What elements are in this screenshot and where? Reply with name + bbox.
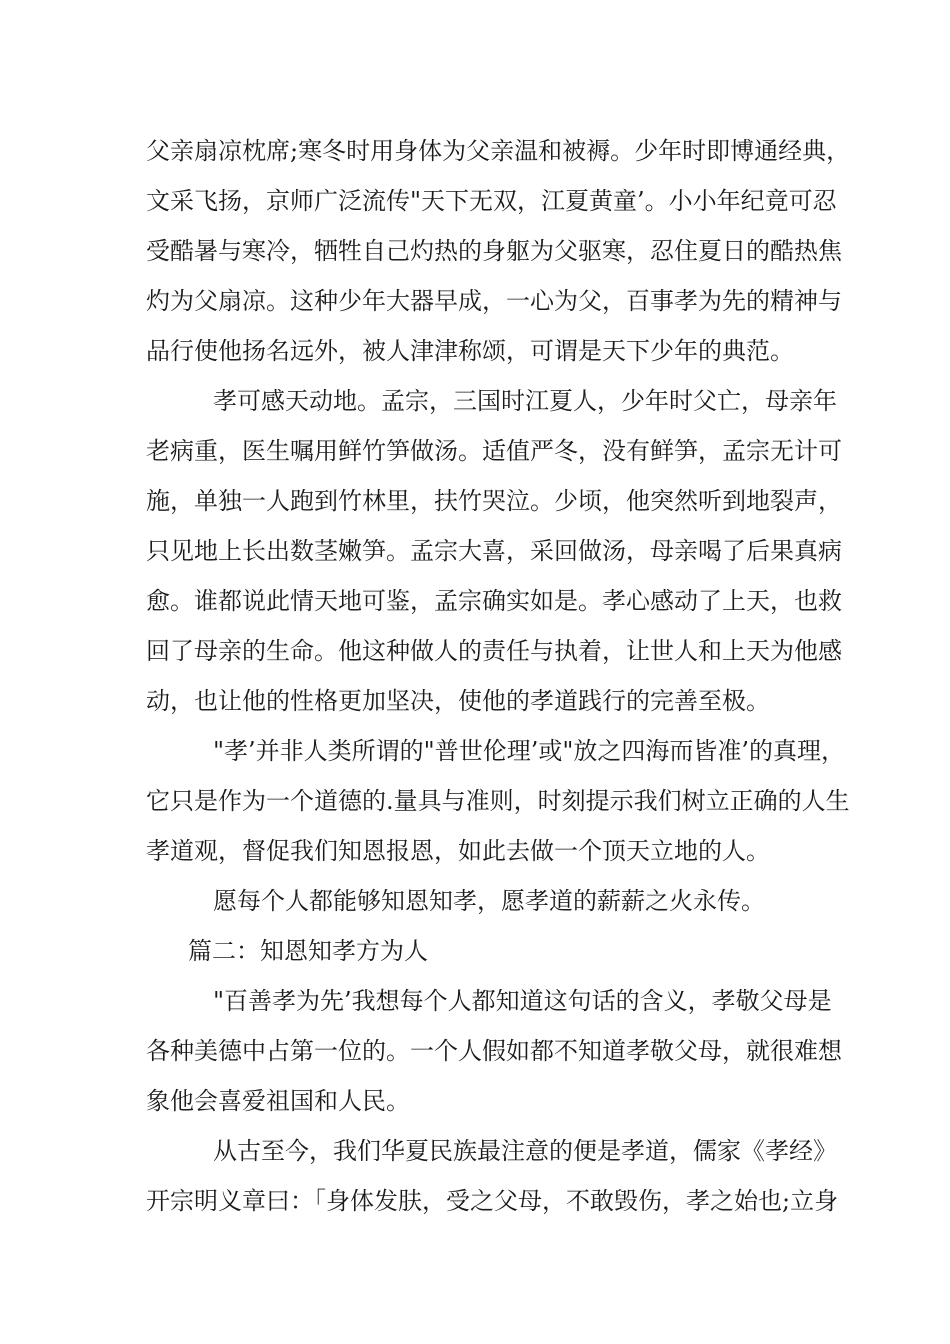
text-line: 象他会喜爱祖国和人民。	[146, 1087, 410, 1115]
text-line: 从古至今，我们华夏民族最注意的便是孝道，儒家《孝经》	[213, 1137, 837, 1165]
text-line: "百善孝为先’我想每个人都知道这句话的含义，孝敬父母是	[213, 987, 832, 1015]
text-line: 孝道观，督促我们知恩报恩，如此去做一个顶天立地的人。	[146, 837, 770, 865]
text-line: 灼为父扇凉。这种少年大器早成，一心为父，百事孝为先的精神与	[146, 287, 842, 315]
text-line: 开宗明义章曰：「身体发肤，受之父母，不敢毁伤，孝之始也;立身	[146, 1187, 839, 1215]
text-line: 它只是作为一个道德的.量具与准则，时刻提示我们树立正确的人生	[146, 787, 850, 815]
text-line: 文采飞扬，京师广泛流传"天下无双，江夏黄童’。小小年纪竟可忍	[146, 187, 837, 215]
text-line: 回了母亲的生命。他这种做人的责任与执着，让世人和上天为他感	[146, 637, 842, 665]
text-line: 老病重，医生嘱用鲜竹笋做汤。适值严冬，没有鲜笋，孟宗无计可	[146, 437, 842, 465]
text-line: 孝可感天动地。孟宗，三国时江夏人，少年时父亡，母亲年	[213, 387, 837, 415]
section-heading: 篇二：知恩知孝方为人	[188, 937, 428, 965]
text-line: 受酷暑与寒冷，牺牲自己灼热的身躯为父驱寒，忍住夏日的酷热焦	[146, 237, 842, 265]
text-line: 动，也让他的性格更加坚决，使他的孝道践行的完善至极。	[146, 687, 770, 715]
text-line: 品行使他扬名远外，被人津津称颂，可谓是天下少年的典范。	[146, 337, 794, 365]
text-line: "孝’并非人类所谓的"普世伦理’或"放之四海而皆准’的真理，	[213, 737, 846, 765]
text-line: 施，单独一人跑到竹林里，扶竹哭泣。少顷，他突然听到地裂声，	[146, 487, 842, 515]
text-line: 各种美德中占第一位的。一个人假如都不知道孝敬父母，就很难想	[146, 1037, 842, 1065]
text-line: 愈。谁都说此情天地可鉴，孟宗确实如是。孝心感动了上天，也救	[146, 587, 842, 615]
text-line: 只见地上长出数茎嫩笋。孟宗大喜，采回做汤，母亲喝了后果真病	[146, 537, 842, 565]
text-line: 愿每个人都能够知恩知孝，愿孝道的薪薪之火永传。	[213, 887, 765, 915]
text-line: 父亲扇凉枕席;寒冬时用身体为父亲温和被褥。少年时即博通经典，	[146, 137, 851, 165]
